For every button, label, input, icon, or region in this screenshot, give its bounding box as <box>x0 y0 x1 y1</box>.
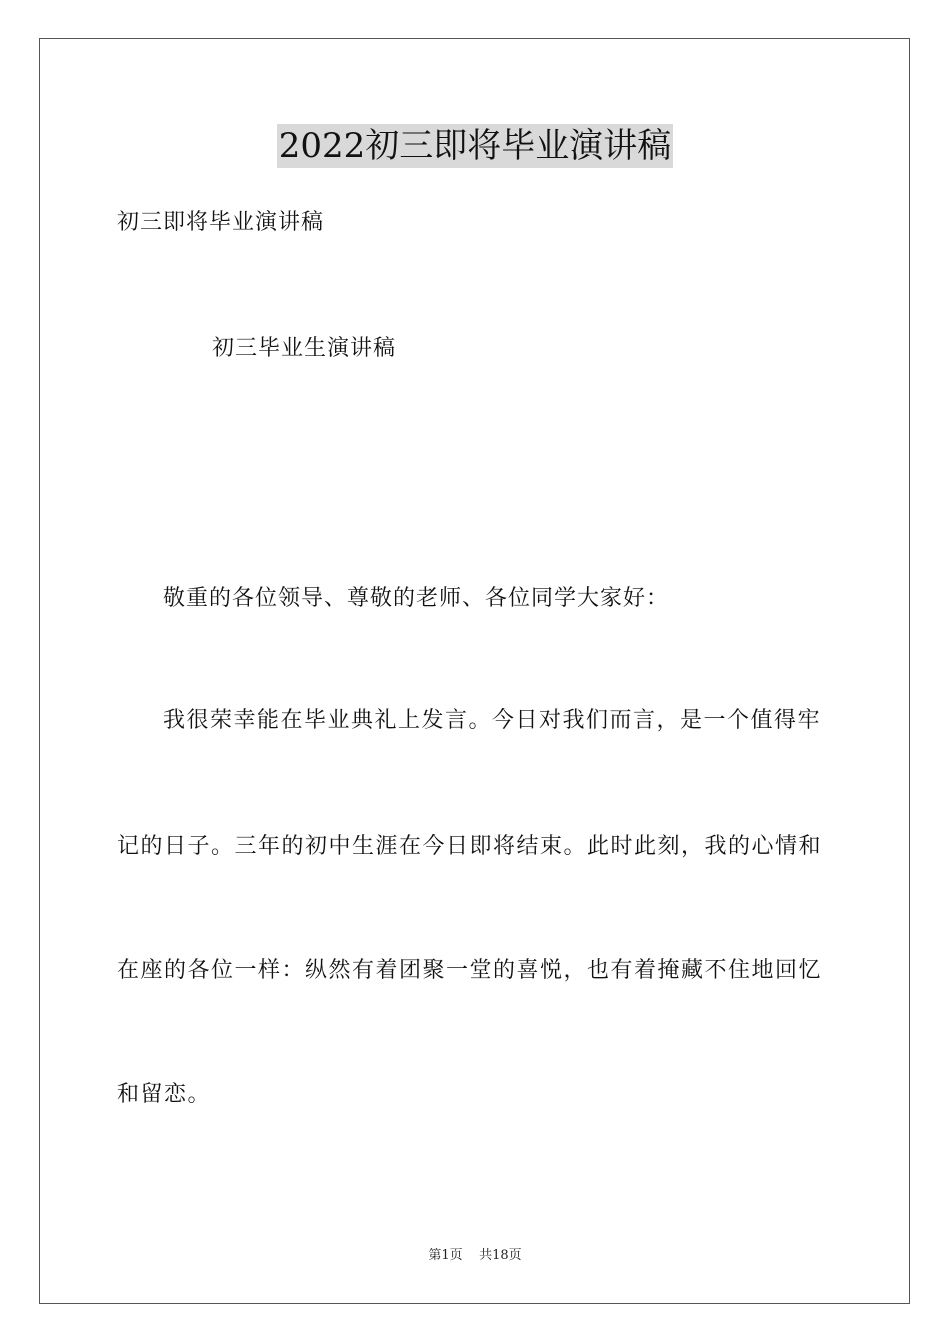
document-subtitle: 初三即将毕业演讲稿 <box>117 210 325 235</box>
paragraph-line-1: 我很荣幸能在毕业典礼上发言。今日对我们而言，是一个值得牢 <box>163 708 822 733</box>
greeting-line: 敬重的各位领导、尊敬的老师、各位同学大家好： <box>163 586 670 611</box>
title-container <box>0 124 950 168</box>
page-total: 共18页 <box>479 1248 522 1263</box>
paragraph-line-3: 在座的各位一样：纵然有着团聚一堂的喜悦，也有着掩藏不住地回忆 <box>117 958 823 983</box>
paragraph-line-2: 记的日子。三年的初中生涯在今日即将结束。此时此刻，我的心情和 <box>117 834 823 859</box>
document-title: 2022初三即将毕业演讲稿 <box>278 126 672 166</box>
speech-heading: 初三毕业生演讲稿 <box>212 336 397 361</box>
page-footer <box>0 1247 950 1265</box>
paragraph-line-4: 和留恋。 <box>117 1082 212 1107</box>
page-number: 第1页 <box>428 1248 463 1263</box>
